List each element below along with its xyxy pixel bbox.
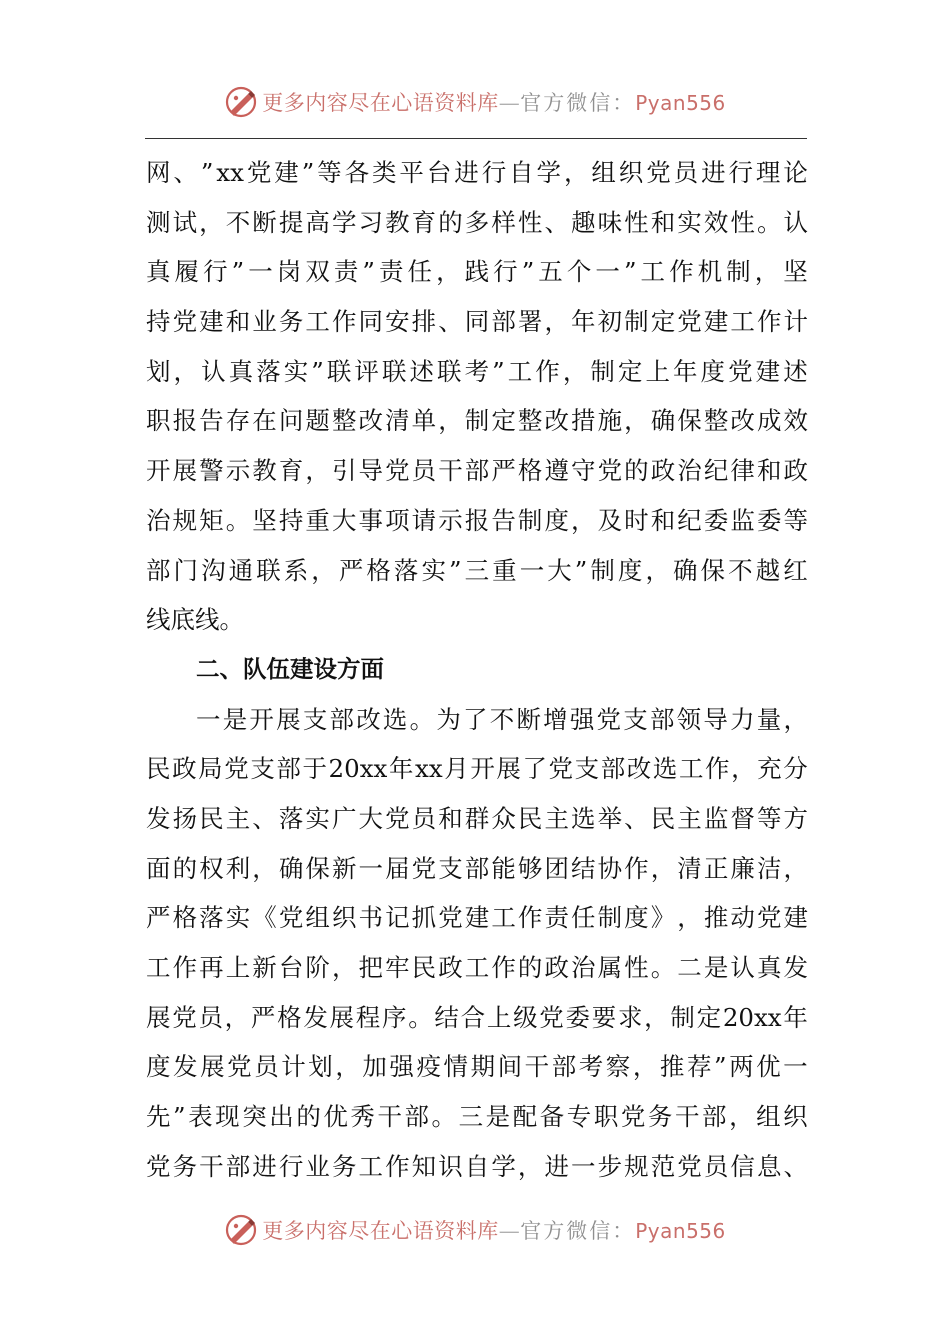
text-line: 党 务 干 部 进 行 业 务 工 作 知 识 自 学 ， 进 一 步 规 范 党 员 信 息 、 (146, 1151, 808, 1181)
footer-banner-dash: — (498, 1219, 521, 1243)
header-divider (145, 138, 807, 139)
text-line: 一 是 开 展 支 部 改 选 。 为 了 不 断 增 强 党 支 部 领 导 力 量 ， (196, 704, 808, 734)
text-line: 度 发 展 党 员 计 划 ， 加 强 疫 情 期 间 干 部 考 察 ， 推 荐 ” 两 优 一 (146, 1052, 808, 1082)
text-line: 民 政 局 党 支 部 于 20xx 年 xx 月 开 展 了 党 支 部 改 选 工 作 ， 充 分 (146, 754, 808, 784)
text-line: 严 格 落 实 《 党 组 织 书 记 抓 党 建 工 作 责 任 制 度 》 ， 推 动 党 建 (146, 903, 808, 933)
header-banner-main: 更多内容尽在心语资料库 (262, 91, 499, 115)
text-line: 网 、 ” xx 党 建 ” 等 各 类 平 台 进 行 自 学 ， 组 织 党 员 进 行 理 论 (146, 158, 808, 187)
header-banner-text (262, 87, 726, 117)
text-line: 划 ， 认 真 落 实 ” 联 评 联 述 联 考 ” 工 作 ， 制 定 上 年 度 党 建 述 (146, 356, 808, 386)
text-line: 面 的 权 利 ， 确 保 新 一 届 党 支 部 能 够 团 结 协 作 ， 清 正 廉 洁 ， (146, 853, 808, 883)
footer-banner-text (262, 1215, 726, 1245)
text-line: 发 扬 民 主 、 落 实 广 大 党 员 和 群 众 民 主 选 举 、 民 主 监 督 等 方 (146, 803, 808, 833)
footer-banner-main: 更多内容尽在心语资料库 (262, 1219, 499, 1243)
header-banner-dash: — (498, 91, 521, 115)
text-line: 测 试 ， 不 断 提 高 学 习 教 育 的 多 样 性 、 趣 味 性 和 实 效 性 。 认 (146, 207, 808, 237)
text-line: 部 门 沟 通 联 系 ， 严 格 落 实 ” 三 重 一 大 ” 制 度 ， 确 保 不 越 红 (146, 555, 808, 585)
section-heading: 二、队伍建设方面 (196, 654, 384, 683)
text-line: 展 党 员 ， 严 格 发 展 程 序 。 结 合 上 级 党 委 要 求 ， 制 定 20xx 年 (146, 1002, 808, 1032)
document-body (146, 148, 808, 1191)
footer-banner (0, 1210, 950, 1250)
text-line: 工 作 再 上 新 台 阶 ， 把 牢 民 政 工 作 的 政 治 属 性 。 二 是 认 真 发 (146, 953, 808, 982)
text-line: 先 ” 表 现 突 出 的 优 秀 干 部 。 三 是 配 备 专 职 党 务 干 部 ， 组 织 (146, 1102, 808, 1132)
text-line: 职 报 告 存 在 问 题 整 改 清 单 ， 制 定 整 改 措 施 ， 确 保 整 改 成 效 (146, 406, 808, 436)
header-banner-official: 官方微信： (520, 91, 636, 115)
header-banner (0, 82, 950, 122)
text-line: 线底线。 (146, 605, 244, 635)
header-banner-wechat-id: Pyan556 (635, 91, 726, 115)
text-line: 治 规 矩 。 坚 持 重 大 事 项 请 示 报 告 制 度 ， 及 时 和 纪 委 监 委 等 (146, 505, 808, 535)
text-line: 真 履 行 ” 一 岗 双 责 ” 责 任 ， 践 行 ” 五 个 一 ” 工 作 机 制 ， 坚 (146, 257, 808, 287)
text-line: 开 展 警 示 教 育 ， 引 导 党 员 干 部 严 格 遵 守 党 的 政 治 纪 律 和 政 (146, 456, 808, 486)
footer-banner-official: 官方微信： (520, 1219, 636, 1243)
pen-logo-icon (224, 1213, 258, 1247)
text-line: 持 党 建 和 业 务 工 作 同 安 排 、 同 部 署 ， 年 初 制 定 党 建 工 作 计 (146, 307, 808, 337)
pen-logo-icon (224, 85, 258, 119)
footer-banner-wechat-id: Pyan556 (635, 1219, 726, 1243)
